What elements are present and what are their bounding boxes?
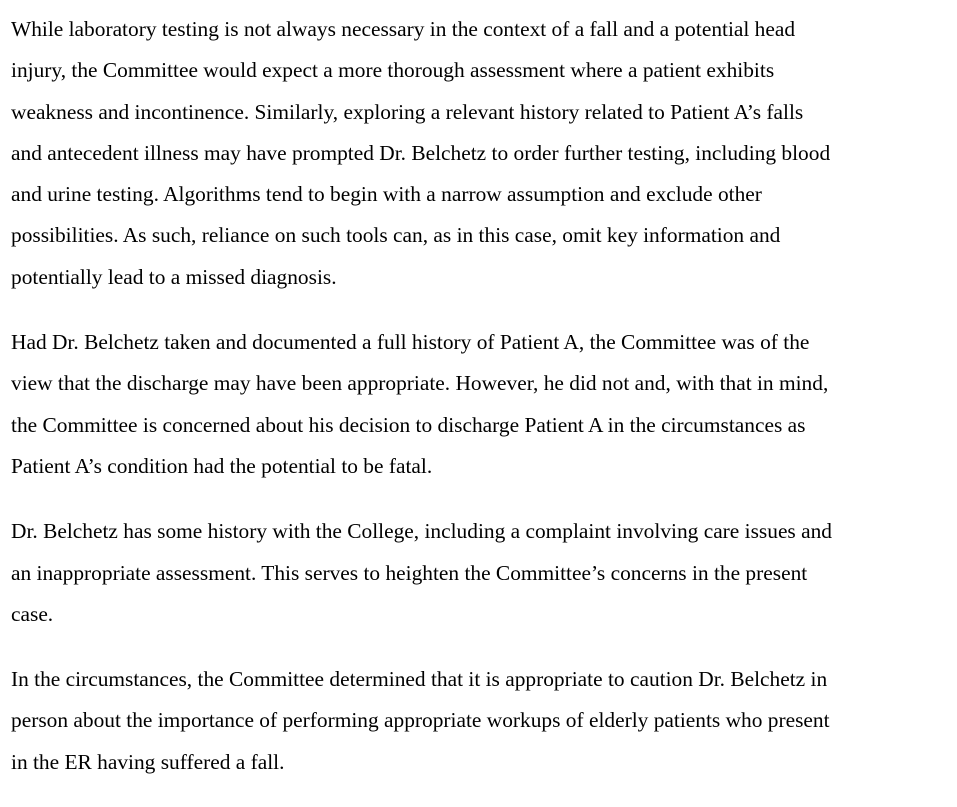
text-line: injury, the Committee would expect a more thorough assessment where a patient exhibits [11, 58, 775, 83]
text-line: case. [11, 601, 54, 626]
text-line: in the ER having suffered a fall. [11, 749, 285, 774]
text-line: Had Dr. Belchetz taken and documented a full history of Patient A, the Committee was of the [11, 330, 810, 355]
text-line: Dr. Belchetz has some history with the College, including a complaint involving care issues and [11, 519, 832, 544]
text-line: person about the importance of performing appropriate workups of elderly patients who present [11, 708, 830, 733]
text-line: Patient A’s condition had the potential to be fatal. [11, 453, 433, 478]
text-line: an inappropriate assessment. This serves to heighten the Committee’s concerns in the present [11, 560, 808, 585]
paragraph-discharge [11, 322, 955, 487]
text-line: In the circumstances, the Committee determined that it is appropriate to caution Dr. Belchetz in [11, 667, 828, 692]
paragraph-lab-testing [11, 9, 955, 298]
paragraph-history [11, 511, 955, 635]
text-line: possibilities. As such, reliance on such tools can, as in this case, omit key information and [11, 223, 781, 248]
text-line: and antecedent illness may have prompted Dr. Belchetz to order further testing, including blood [11, 140, 831, 165]
paragraph-caution [11, 659, 955, 783]
text-line: the Committee is concerned about his decision to discharge Patient A in the circumstances as [11, 412, 806, 437]
text-line: While laboratory testing is not always necessary in the context of a fall and a potential head [11, 17, 796, 41]
text-line: view that the discharge may have been appropriate. However, he did not and, with that in mind, [11, 371, 829, 396]
text-line: and urine testing. Algorithms tend to begin with a narrow assumption and exclude other [11, 182, 762, 207]
document-body [11, 9, 955, 807]
text-line: potentially lead to a missed diagnosis. [11, 264, 337, 289]
text-line: weakness and incontinence. Similarly, exploring a relevant history related to Patient A’s falls [11, 99, 804, 124]
